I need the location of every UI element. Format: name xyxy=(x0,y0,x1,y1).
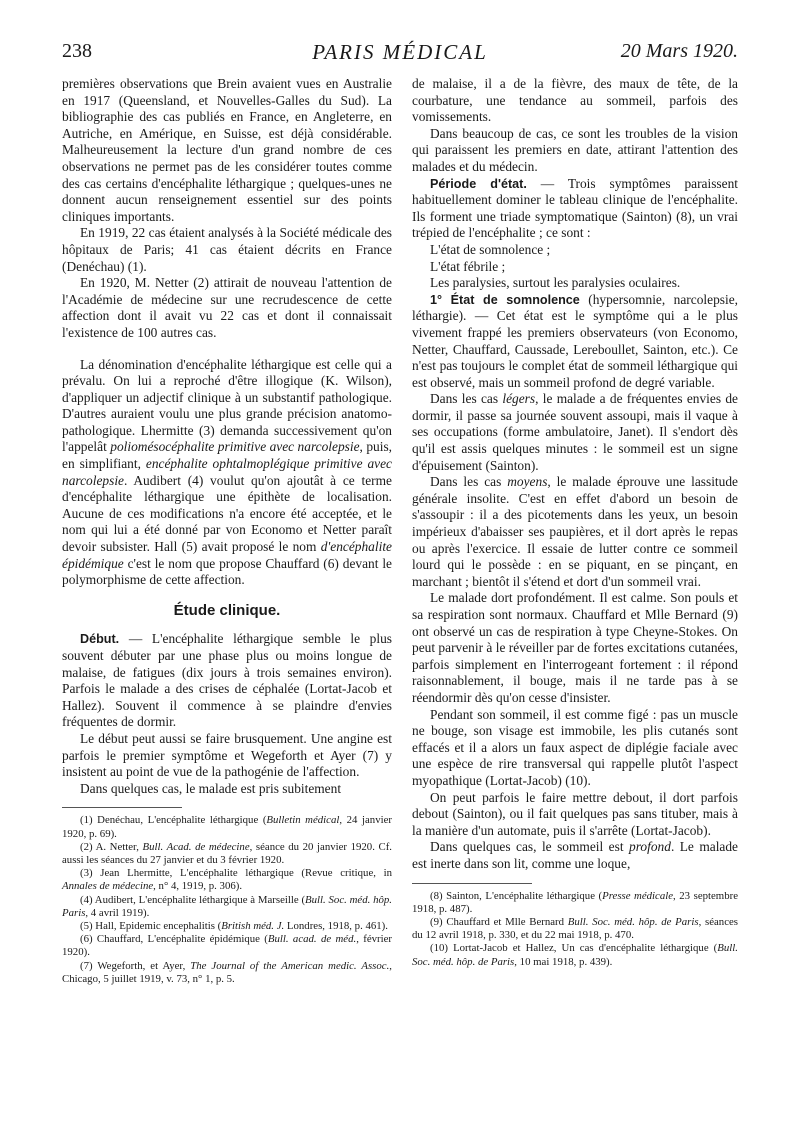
paragraph: Dans beaucoup de cas, ce sont les troubles de la vision qui paraissent les premiers en date, attirant l'attention des malades et du médecin. xyxy=(412,125,738,174)
paragraph: Le malade dort profondément. Il est calme. Son pouls et sa respiration sont normaux. Chauffard et Mlle Bernard (9) ont observé un cas de respiration à type Cheyne-Stokes. On peut parvenir à le réveiller par de fortes excitations cutanées, parfois simplement en l'interrogeant fortement : il répond raisonnablement, il bouge, mais il ne tarde pas à se réendormir dès qu'on cesse d'insister. xyxy=(412,590,738,705)
paragraph-debut: Début. — L'encéphalite léthargique semble le plus souvent débuter par une phase plus ou moins longue de malaise, de fatigues (dix jours à trois semaines environ). Parfois le malade a des crises de céphalée (Lortat-Jacob et Hallez). Souvent il commence à se plaindre d'envies fréquentes de dormir. xyxy=(62,631,392,730)
footnotes-right xyxy=(412,890,738,969)
footnote: (1) Denéchau, L'encéphalite léthargique (Bulletin médical, 24 janvier 1920, p. 69). xyxy=(62,814,392,840)
list-item: L'état fébrile ; xyxy=(430,258,506,274)
paragraph: de malaise, il a de la fièvre, des maux de tête, de la courbature, une tendance au sommeil, parfois des vomissements. xyxy=(412,76,738,125)
footnote: (8) Sainton, L'encéphalite léthargique (Presse médicale, 23 septembre 1918, p. 487). xyxy=(412,889,738,915)
footnote: (3) Jean Lhermitte, L'encéphalite léthargique (Revue critique, in Annales de médecine, n° 4, 1919, p. 306). xyxy=(62,867,392,893)
right-column xyxy=(412,76,738,969)
footnotes-left xyxy=(62,814,392,986)
paragraph: On peut parfois le faire mettre debout, il dort parfois debout (Sainton), ou il fait quelques pas sans tituber, mais à la manière d'un automate, puis il s'arrête (Lortat-Jacob). xyxy=(412,789,738,838)
paragraph-moyens: Dans les cas moyens, le malade éprouve une lassitude générale insolite. C'est en effet d'abord un besoin de s'assoupir : il a des picotements dans les yeux, un besoin impérieux d'abaisser ses paupières, et il dort après le repas ou après l'exercice. Il essaie de lutter contre ce sommeil lourd qui le possède : en se piquant, en se pinçant, en marchant ; bientôt il s'étend et dort d'un sommeil vrai. xyxy=(412,474,738,589)
footnote: (7) Wegeforth, et Ayer, The Journal of the American medic. Assoc., Chicago, 5 juillet 1919, v. 73, n° 1, p. 5. xyxy=(62,959,392,985)
footnote: (2) A. Netter, Bull. Acad. de médecine, séance du 20 janvier 1920. Cf. aussi les séances du 27 janvier et du 3 février 1920. xyxy=(62,840,392,866)
page-header xyxy=(62,40,738,72)
paragraph: Le début peut aussi se faire brusquement. Une angine est parfois le premier symptôme et Wegeforth et Ayer (7) y insistent au point de vue de la pathogénie de l'affection. xyxy=(62,730,392,780)
footnote-rule xyxy=(412,883,532,884)
footnote-rule xyxy=(62,807,182,808)
paragraph-legers: Dans les cas légers, le malade a de fréquentes envies de dormir, il passe sa journée souvent assoupi, mais il vaque à ses occupations (forme ambulatoire, Janet). Il s'endort dès qu'il est assis quelques minutes : le sommeil est un signe d'épuisement (Sainton). xyxy=(412,391,738,473)
paragraph: premières observations que Brein avaient vues en Australie en 1917 (Queensland, et Nouvelles-Galles du Sud). La bibliographie des cas publiés en France, en Angleterre, en Autriche, en Amérique, en Suisse, est déjà considérable. Malheureusement la lecture d'un grand nombre de ces observations ne permet pas de les considérer toutes comme des cas certains d'encéphalite léthargique ; quelques-unes ne donnent aucun renseignement essentiel sur des points cliniques importants. xyxy=(62,76,392,224)
paragraph-periode: Période d'état. — Trois symptômes paraissent habituellement dominer le tableau clinique de l'encéphalite. Ils forment une triade symptomatique (Sainton) (8), un vrai trépied de l'encéphalite ; ce sont : xyxy=(412,175,738,241)
runin-heading: Période d'état. xyxy=(430,176,527,191)
paragraph: Dans quelques cas, le malade est pris subitement xyxy=(80,780,342,796)
footnote: (6) Chauffard, L'encéphalite épidémique (Bull. acad. de méd., février 1920). xyxy=(62,933,392,959)
paragraph: En 1919, 22 cas étaient analysés à la Société médicale des hôpitaux de Paris; 41 cas étaient décrits en France (Denéchau) (1). xyxy=(62,225,392,274)
runin-heading: Début. xyxy=(80,632,120,647)
paragraph-somnolence: 1° État de somnolence (hypersomnie, narcolepsie, léthargie). — Cet état est le symptôme qui a le plus vivement frappé les premiers observateurs (von Economo, Netter, Chauffard, Caussade, Lereboullet, Sainton, etc.). Ce n'est pas toujours le complet état de sommeil léthargique qui est observé, mais un sommeil profond de degré variable. xyxy=(412,291,738,390)
left-column xyxy=(62,76,392,986)
runin-heading: 1° État de somnolence xyxy=(430,292,580,307)
paragraph-profond: Dans quelques cas, le sommeil est profond. Le malade est inerte dans son lit, comme une loque, xyxy=(412,839,738,871)
paragraph: Pendant son sommeil, il est comme figé : pas un muscle ne bouge, son visage est immobile, les plis cutanés sont effacés et il a alors un faux aspect de diplégie faciale avec une espèce de rire transversal qui rappelle plutôt l'aspect myopathique (Lortat-Jacob) (10). xyxy=(412,706,738,788)
paragraph: En 1920, M. Netter (2) attirait de nouveau l'attention de l'Académie de médecine sur une recrudescence de cette affection dont il avait vu 22 cas et dont il connaissait l'existence de 100 autres cas. xyxy=(62,275,392,340)
list-item: L'état de somnolence ; xyxy=(430,241,551,257)
journal-title: PARIS MÉDICAL xyxy=(312,40,488,64)
footnote: (10) Lortat-Jacob et Hallez, Un cas d'encéphalite léthargique (Bull. Soc. méd. hôp. de Paris, 10 mai 1918, p. 439). xyxy=(412,942,738,968)
issue-date: 20 Mars 1920. xyxy=(620,40,738,62)
page-number: 238 xyxy=(62,40,92,62)
footnote: (4) Audibert, L'encéphalite léthargique à Marseille (Bull. Soc. méd. hôp. Paris, 4 avril 1919). xyxy=(62,893,392,919)
list-item: Les paralysies, surtout les paralysies oculaires. xyxy=(430,275,681,291)
footnote: (5) Hall, Epidemic encephalitis (British méd. J. Londres, 1918, p. 461). xyxy=(80,919,388,932)
paragraph-denomination: La dénomination d'encéphalite léthargique est celle qui a prévalu. On lui a reproché d'être illogique (K. Wilson), d'appliquer un adjectif clinique à un substantif pathologique. D'autres auraient voulu une plus grande précision anatomo-pathologique. Lhermitte (3) demanda successivement qu'on l'appelât poliomésocéphalite primitive avec narcolepsie, puis, en simplifiant, encéphalite ophtalmoplégique primitive avec narcolepsie. Audibert (4) voulut qu'on ajoutât à ce terme d'encéphalite léthargique une épithète de localisation. Aucune de ces modifications n'a encore été acceptée, et le nom qui lui a été donné par von Economo et Netter paraît devoir subsister. Hall (5) avait proposé le nom d'encéphalite épidémique c'est le nom que propose Chauffard (6) devant le polymorphisme de cette affection. xyxy=(62,356,393,588)
section-title: Étude clinique. xyxy=(173,601,281,619)
footnote: (9) Chauffard et Mlle Bernard Bull. Soc. méd. hôp. de Paris, séances du 12 avril 1918, p. 330, et du 22 mai 1918, p. 470. xyxy=(412,915,738,942)
